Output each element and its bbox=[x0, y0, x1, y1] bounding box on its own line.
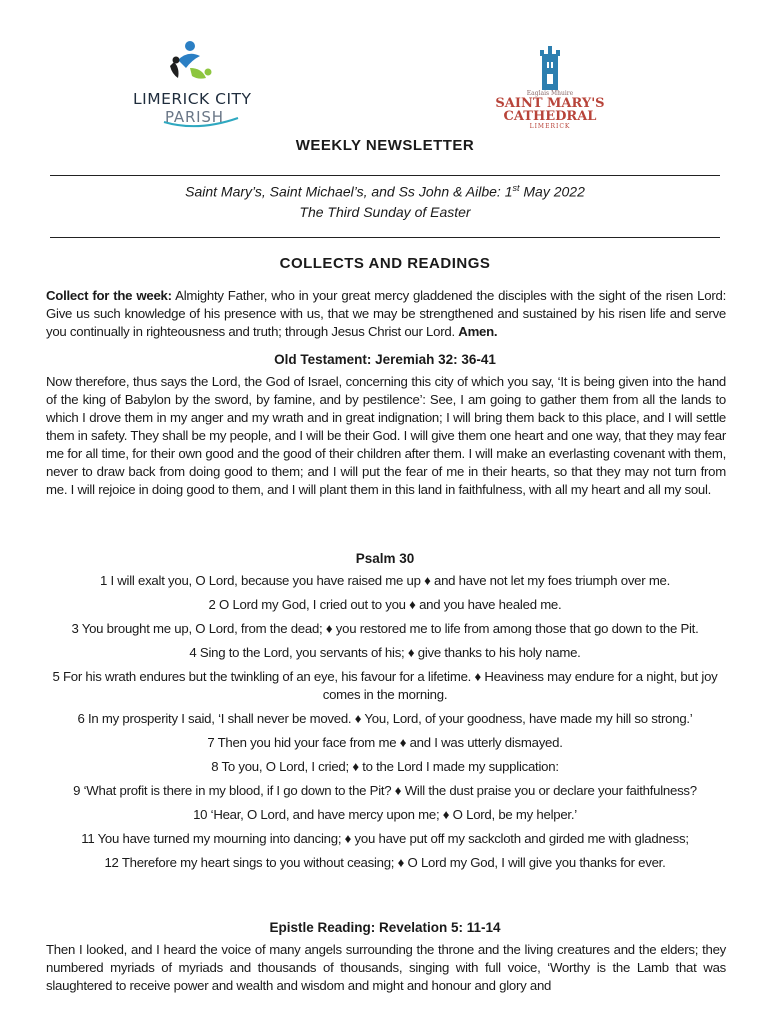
divider-bottom bbox=[50, 237, 720, 238]
psalm-verse: 7 Then you hid your face from me ♦ and I was utterly dismayed. bbox=[207, 735, 563, 750]
divider-top bbox=[50, 175, 720, 176]
collect-amen: Amen. bbox=[458, 324, 498, 339]
psalm-verse: 9 ‘What profit is there in my blood, if I go down to the Pit? ♦ Will the dust praise you or declare your faithfulness? bbox=[73, 783, 697, 798]
psalm-verse: 8 To you, O Lord, I cried; ♦ to the Lord I made my supplication: bbox=[211, 759, 559, 774]
old-testament-text: Now therefore, thus says the Lord, the God of Israel, concerning this city of which you say, ‘It is being given into the hand of the king of Babylon by the sword, by famine, and by pestilence’: See, I am going to gather them from all the lands to which I drove them in my anger and my wrath and in great indignation; I will bring them back to this place, and I will settle them in safety. They shall be my people, and I will be their God. I will give them one heart and one way, that they may fear me for all time, for their own good and the good of their children after them. I will make an everlasting covenant with them, never to draw back from doing good to them; and I will put the fear of me in their hearts, so that they may not turn from me. I will rejoice in doing good to them, and I will plant them in this land in faithfulness, with all my heart and all my soul. bbox=[46, 374, 726, 497]
subtitle-pre: Saint Mary’s, Saint Michael’s, and Ss John & Ailbe: 1 bbox=[185, 183, 513, 200]
parish-name: LIMERICK CITY bbox=[133, 90, 252, 108]
cathedral-name-line1: SAINT MARY'S bbox=[495, 96, 605, 111]
psalm-verses bbox=[40, 572, 730, 872]
newsletter-subtitle bbox=[0, 183, 770, 200]
saint-marys-cathedral-logo bbox=[490, 40, 610, 135]
collect-paragraph bbox=[46, 287, 726, 341]
psalm-verse: 11 You have turned my mourning into dancing; ♦ you have put off my sackcloth and girded me with gladness; bbox=[81, 831, 689, 846]
subtitle-post: May 2022 bbox=[519, 183, 585, 200]
psalm-verse: 6 In my prosperity I said, ‘I shall never be moved. ♦ You, Lord, of your goodness, have made my hill so strong.’ bbox=[77, 711, 693, 726]
subtitle-sup: st bbox=[512, 183, 520, 193]
cathedral-tower-icon bbox=[538, 44, 562, 90]
parish-sub: PARISH bbox=[165, 108, 224, 126]
sunday-name: The Third Sunday of Easter bbox=[299, 204, 471, 220]
psalm-verse: 5 For his wrath endures but the twinkling of an eye, his favour for a lifetime. ♦ Heaviness may endure for a night, but joy comes in the morning. bbox=[52, 669, 718, 702]
psalm-verse: 4 Sing to the Lord, you servants of his; ♦ give thanks to his holy name. bbox=[189, 645, 581, 660]
cathedral-city: LIMERICK bbox=[529, 123, 571, 130]
cathedral-irish-name: Eaglais Mhuire bbox=[526, 90, 574, 97]
cathedral-name bbox=[490, 97, 610, 123]
epistle-heading: Epistle Reading: Revelation 5: 11-14 bbox=[269, 920, 501, 935]
epistle-text: Then I looked, and I heard the voice of many angels surrounding the throne and the living creatures and the elders; they numbered myriads of myriads and thousands of thousands, singing with full voice, ‘Worthy is the Lamb that was slaughtered to receive power and wealth and wisdom and might and honour and glory and bbox=[46, 942, 726, 993]
psalm-verse: 3 You brought me up, O Lord, from the dead; ♦ you restored me to life from among those that go down to the Pit. bbox=[71, 621, 699, 636]
newsletter-title: WEEKLY NEWSLETTER bbox=[295, 137, 475, 154]
old-testament-heading: Old Testament: Jeremiah 32: 36-41 bbox=[274, 352, 496, 367]
psalm-verse: 2 O Lord my God, I cried out to you ♦ and you have healed me. bbox=[208, 597, 562, 612]
psalm-heading: Psalm 30 bbox=[355, 551, 415, 566]
psalm-verse: 1 I will exalt you, O Lord, because you have raised me up ♦ and have not let my foes triumph over me. bbox=[99, 573, 671, 588]
psalm-verse: 12 Therefore my heart sings to you without ceasing; ♦ O Lord my God, I will give you thanks for ever. bbox=[104, 855, 666, 870]
cathedral-name-line2: CATHEDRAL bbox=[503, 109, 597, 124]
section-title: COLLECTS AND READINGS bbox=[279, 255, 491, 272]
collect-text: Almighty Father, who in your great mercy gladdened the disciples with the sight of the risen Lord: Give us such knowledge of his presence with us, that we may be strengthened and sustained by his risen life and serve you continually in righteousness and truth; through Jesus Christ our Lord. bbox=[46, 288, 726, 339]
limerick-city-parish-logo bbox=[128, 38, 258, 138]
psalm-verse: 10 ‘Hear, O Lord, and have mercy upon me; ♦ O Lord, be my helper.’ bbox=[193, 807, 577, 822]
collect-label: Collect for the week: bbox=[46, 288, 172, 303]
